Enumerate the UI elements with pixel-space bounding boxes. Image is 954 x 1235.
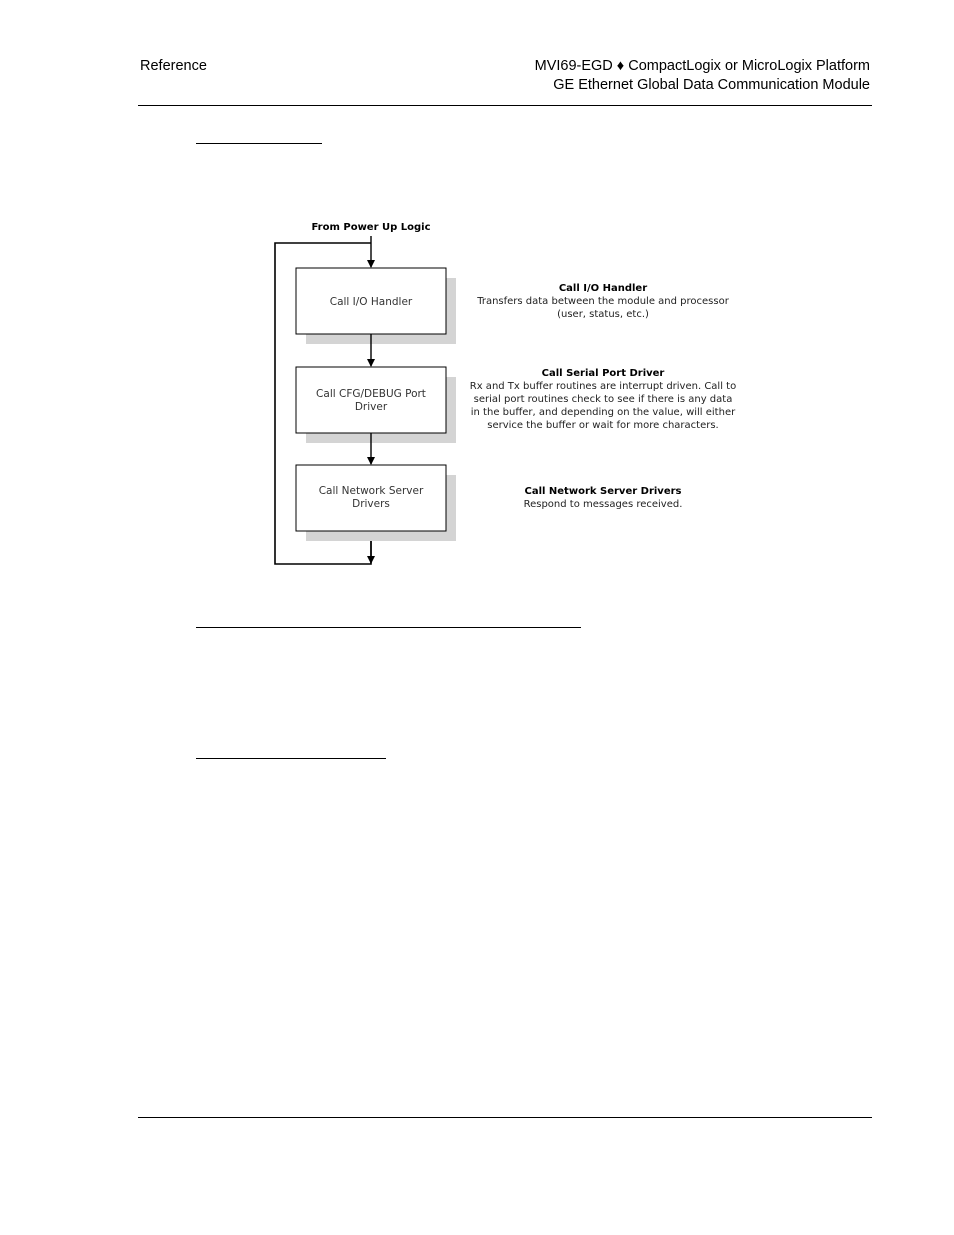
step-box-label: Drivers — [352, 498, 390, 510]
step-description-title: Call I/O Handler — [558, 283, 648, 294]
step-box-label: Driver — [354, 401, 388, 413]
step-box-label: Call Network Server — [318, 485, 424, 497]
step-box-cfg-debug — [296, 367, 446, 433]
step-description-line: service the buffer or wait for more characters. — [487, 420, 719, 431]
footer-rule — [138, 1117, 872, 1118]
step-description-title: Call Network Server Drivers — [524, 486, 682, 497]
entry-label: From Power Up Logic — [311, 222, 431, 233]
step-description-line: serial port routines check to see if there is any data — [473, 394, 733, 405]
step-box-label: Call CFG/DEBUG Port — [316, 388, 426, 400]
header-product-line2: GE Ethernet Global Data Communication Module — [553, 77, 870, 93]
step-box-label: Call I/O Handler — [329, 296, 413, 308]
step-description-line: Respond to messages received. — [523, 499, 683, 510]
header-section-label: Reference — [140, 58, 207, 74]
step-description-line: (user, status, etc.) — [557, 309, 649, 320]
header-product-line1: MVI69-EGD ♦ CompactLogix or MicroLogix Platform — [534, 58, 870, 74]
step-description-line: Transfers data between the module and processor — [477, 296, 729, 307]
step-description-line: in the buffer, and depending on the value, will either — [470, 407, 736, 418]
step-description-line: Rx and Tx buffer routines are interrupt driven. Call to — [469, 381, 737, 392]
step-description-title: Call Serial Port Driver — [541, 368, 665, 379]
